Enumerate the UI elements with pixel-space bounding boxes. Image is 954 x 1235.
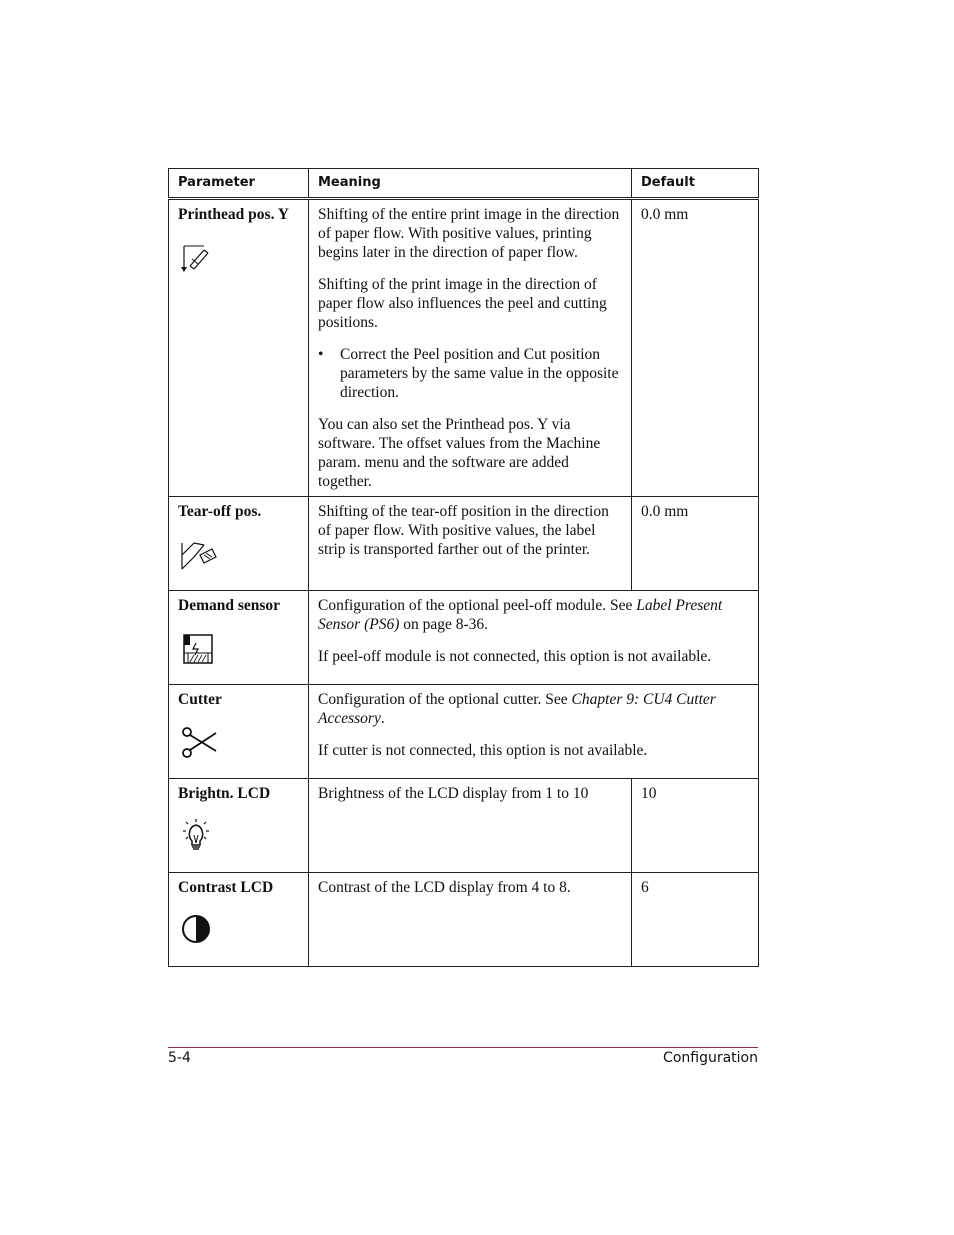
cross-reference: Label Present Sensor (PS6) [318,597,723,633]
default-value: 0.0 mm [632,199,759,497]
default-value: 10 [632,779,759,873]
header-meaning: Meaning [309,169,632,199]
tear-off-icon [178,535,218,573]
parameter-table [168,168,759,967]
header-parameter: Parameter [169,169,309,199]
meaning-text: Contrast of the LCD display from 4 to 8. [309,873,632,967]
parameter-name: Contrast LCD [178,879,274,896]
cross-reference: Chapter 9: CU4 Cutter Accessory [318,691,716,727]
table-row [169,685,759,779]
meaning-text: You can also set the Printhead pos. Y via software. The offset values from the Machine param. menu and the software are added together. [318,416,601,490]
scissors-icon [178,723,218,761]
lightbulb-icon [178,817,218,855]
default-value: 6 [632,873,759,967]
printhead-pos-y-icon [178,238,218,276]
table-row [169,779,759,873]
parameter-name: Cutter [178,691,222,708]
contrast-icon [178,911,218,949]
demand-sensor-icon [178,629,218,667]
table-row [169,591,759,685]
meaning-text: Configuration of the optional peel-off module. See Label Present Sensor (PS6) on page 8-36. [318,597,723,633]
footer-divider [168,1047,758,1048]
parameter-name: Printhead pos. Y [178,206,289,223]
meaning-text: If cutter is not connected, this option is not available. [318,742,648,759]
meaning-text: Shifting of the entire print image in the direction of paper flow. With positive values, printing begins later in the direction of paper flow. [318,206,620,261]
table-row [169,497,759,591]
meaning-text: Shifting of the tear-off position in the direction of paper flow. With positive values, the label strip is transported farther out of the printer. [309,497,632,591]
header-default: Default [632,169,759,199]
meaning-text: Brightness of the LCD display from 1 to 10 [309,779,632,873]
table-row [169,199,759,497]
parameter-name: Tear-off pos. [178,503,262,520]
page-number: 5-4 [168,1050,191,1066]
parameter-name: Demand sensor [178,597,281,614]
default-value: 0.0 mm [632,497,759,591]
meaning-text: If peel-off module is not connected, this option is not available. [318,648,712,665]
parameter-name: Brightn. LCD [178,785,271,802]
meaning-text: Shifting of the print image in the direction of paper flow also influences the peel and cutting positions. [318,276,607,331]
meaning-text: Configuration of the optional cutter. See Chapter 9: CU4 Cutter Accessory. [318,691,716,727]
table-row [169,873,759,967]
section-name: Configuration [663,1050,758,1066]
bullet-item: • Correct the Peel position and Cut position parameters by the same value in the opposite direction. [318,346,619,401]
